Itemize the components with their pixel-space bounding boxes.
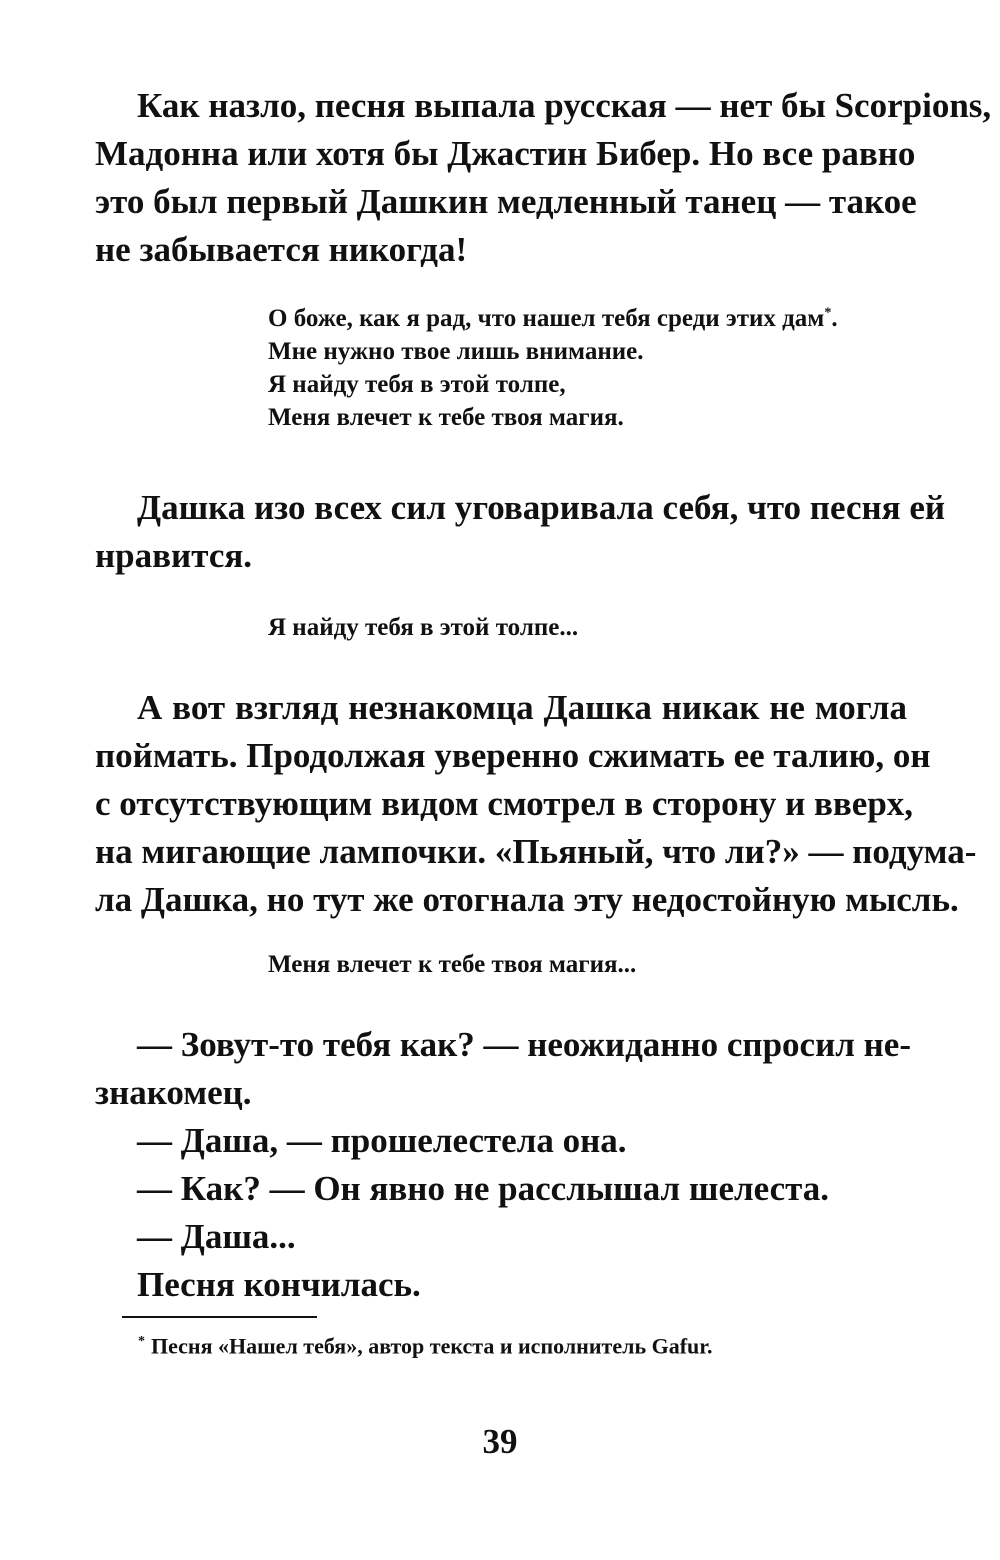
- dialog-line: — Зовут-то тебя как? — неожиданно спросил не-: [137, 1025, 911, 1064]
- paragraph-line: А вот взгляд незнакомца Дашка никак не могла: [137, 688, 907, 727]
- verse-line: Я найду тебя в этой толпе,: [268, 371, 566, 398]
- paragraph-line: ла Дашка, но тут же отогнала эту недостойную мысль.: [95, 880, 959, 919]
- paragraph-line: с отсутствующим видом смотрел в сторону и вверх,: [95, 784, 914, 823]
- footnote-mark: *: [138, 1334, 145, 1349]
- song-verse-2: [268, 611, 578, 644]
- paragraph-line: нравится.: [95, 536, 253, 575]
- paragraph-line: Мадонна или хотя бы Джастин Бибер. Но все равно: [95, 134, 916, 173]
- dialog-line: — Как? — Он явно не расслышал шелеста.: [137, 1169, 830, 1208]
- paragraph-line: не забывается никогда!: [95, 230, 468, 269]
- paragraph-3: [95, 684, 977, 924]
- paragraph-line: поймать. Продолжая уверенно сжимать ее талию, он: [95, 736, 931, 775]
- footnote: [138, 1327, 713, 1361]
- dialog-line: — Даша, — прошелестела она.: [137, 1121, 627, 1160]
- dialog-line: — Даша...: [137, 1217, 296, 1256]
- song-verse-3: [268, 948, 636, 981]
- verse-line: Я найду тебя в этой толпе...: [268, 614, 579, 641]
- verse-line: Меня влечет к тебе твоя магия.: [268, 404, 624, 431]
- paragraph-line: на мигающие лампочки. «Пьяный, что ли?» — подума-: [95, 832, 977, 871]
- verse-line: О боже, как я рад, что нашел тебя среди этих дам*.: [268, 305, 838, 332]
- verse-line: Меня влечет к тебе твоя магия...: [268, 951, 637, 978]
- paragraph-1: [95, 82, 992, 274]
- footnote-text: Песня «Нашел тебя», автор текста и исполнитель Gafur.: [151, 1333, 713, 1359]
- verse-line: Мне нужно твое лишь внимание.: [268, 338, 644, 365]
- paragraph-line: Как назло, песня выпала русская — нет бы Scorpions,: [137, 86, 992, 125]
- paragraph-2: [95, 484, 946, 580]
- dialog-block: [95, 1021, 911, 1309]
- dialog-line: Песня кончилась.: [137, 1265, 421, 1304]
- paragraph-line: Дашка изо всех сил уговаривала себя, что песня ей: [137, 488, 946, 527]
- dialog-line: знакомец.: [95, 1073, 252, 1112]
- paragraph-line: это был первый Дашкин медленный танец — такое: [95, 182, 917, 221]
- page-number: 39: [482, 1422, 518, 1461]
- song-verse-1: [268, 302, 838, 434]
- footnote-marker: *: [824, 305, 832, 321]
- footnote-divider: [122, 1316, 317, 1318]
